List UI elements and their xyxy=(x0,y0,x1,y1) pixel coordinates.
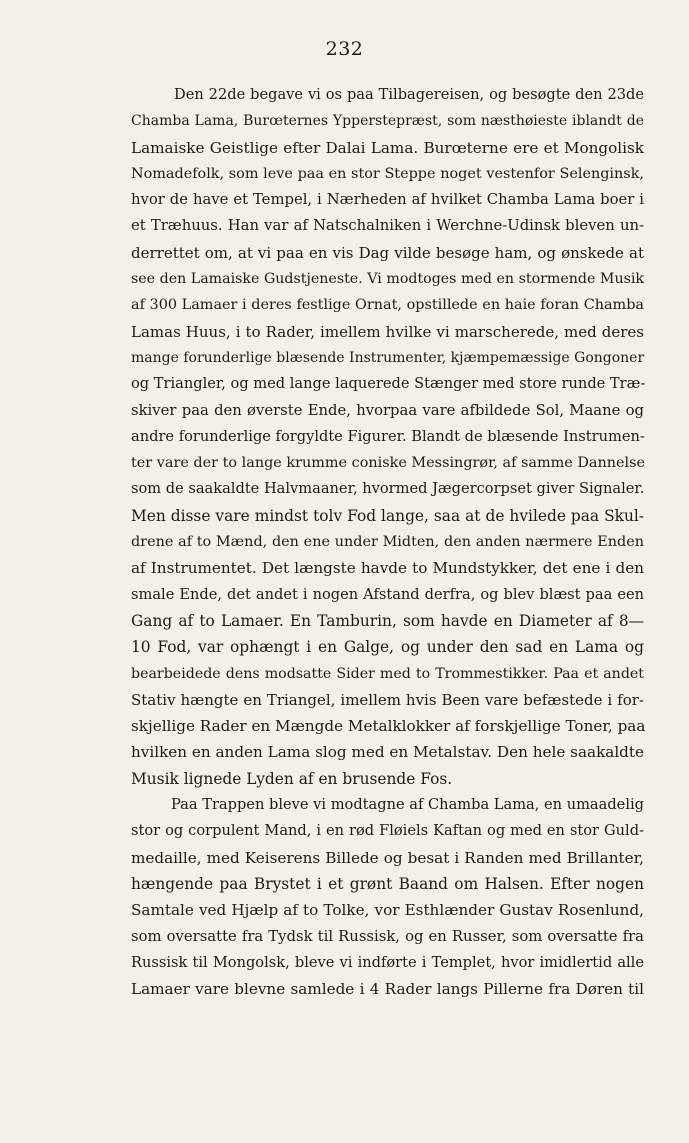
text-line: 10 Fod, var ophængt i en Galge, og under den sad en Lama og xyxy=(131,638,644,657)
text-line: Lamaiske Geistlige efter Dalai Lama. Burœterne ere et Mongolisk xyxy=(131,138,644,157)
text-line: Nomadefolk, som leve paa en stor Steppe noget vestenfor Selenginsk, xyxy=(131,165,644,182)
text-line: hvor de have et Tempel, i Nærheden af hvilket Chamba Lama boer i xyxy=(131,191,644,209)
text-line: af Instrumentet. Det længste havde to Mundstykker, det ene i den xyxy=(131,559,644,578)
text-line: ter vare der to lange krumme coniske Messingrør, af samme Dannelse xyxy=(131,455,646,472)
text-line: Lamas Huus, i to Rader, imellem hvilke vi marscherede, med deres xyxy=(131,322,644,341)
text-line: Samtale ved Hjælp af to Tolke, vor Esthlænder Gustav Rosenlund, xyxy=(131,901,644,920)
text-line: Chamba Lama, Burœternes Ypperstepræst, som næsthøieste iblandt de xyxy=(131,113,644,130)
text-line: andre forunderlige forgyldte Figurer. Blandt de blæsende Instrumen- xyxy=(131,427,645,445)
text-line: af 300 Lamaer i deres festlige Ornat, opstillede en haie foran Chamba xyxy=(131,297,644,314)
text-line: bearbeidede dens modsatte Sider med to Trommestikker. Paa et andet xyxy=(131,665,644,682)
text-line: skiver paa den øverste Ende, hvorpaa vare afbildede Sol, Maane og xyxy=(131,401,644,419)
text-line: som de saakaldte Halvmaaner, hvormed Jægercorpset giver Signaler. xyxy=(131,480,645,498)
text-line: Musik lignede Lyden af en brusende Fos. xyxy=(131,769,453,788)
text-line: skjellige Rader en Mængde Metalklokker af forskjellige Toner, paa xyxy=(131,717,646,736)
text-line: hængende paa Brystet i et grønt Baand om Halsen. Efter nogen xyxy=(131,874,644,893)
text-line: hvilken en anden Lama slog med en Metalstav. Den hele saakaldte xyxy=(131,743,644,762)
text-line: stor og corpulent Mand, i en rød Fløiels Kaftan og med en stor Guld- xyxy=(131,822,644,840)
text-line: Russisk til Mongolsk, bleve vi indførte i Templet, hvor imidlertid alle xyxy=(131,953,644,971)
text-line: og Triangler, og med lange laquerede Stænger med store runde Træ- xyxy=(131,375,646,393)
text-line: et Træhuus. Han var af Natschalniken i Werchne-Udinsk bleven un- xyxy=(131,217,644,235)
text-line: mange forunderlige blæsende Instrumenter, kjæmpemæssige Gongoner xyxy=(131,349,645,366)
text-line: Men disse vare mindst tolv Fod lange, saa at de hvilede paa Skul- xyxy=(131,506,644,525)
page-number: 232 xyxy=(325,38,364,60)
paragraph-1 xyxy=(131,82,644,792)
paragraph-2 xyxy=(131,792,644,1002)
text-line: Gang af to Lamaer. En Tamburin, som havde en Diameter af 8— xyxy=(131,611,644,630)
text-line: see den Lamaiske Gudstjeneste. Vi modtoges med en stormende Musik xyxy=(131,271,644,288)
text-line: Lamaer vare blevne samlede i 4 Rader langs Pillerne fra Døren til xyxy=(131,980,644,999)
text-line: som oversatte fra Tydsk til Russisk, og en Russer, som oversatte fra xyxy=(131,927,644,945)
text-line: drene af to Mænd, den ene under Midten, den anden nærmere Enden xyxy=(131,534,644,551)
text-line: Paa Trappen bleve vi modtagne af Chamba Lama, en umaadelig xyxy=(171,796,644,814)
body-text xyxy=(131,82,644,1002)
text-line: Den 22de begave vi os paa Tilbagereisen, og besøgte den 23de xyxy=(174,86,644,103)
text-line: Stativ hængte en Triangel, imellem hvis Been vare befæstede i for- xyxy=(131,690,644,709)
text-line: smale Ende, det andet i nogen Afstand derfra, og blev blæst paa een xyxy=(131,585,644,603)
text-line: medaille, med Keiserens Billede og besat i Randen med Brillanter, xyxy=(131,848,644,867)
text-line: derrettet om, at vi paa en vis Dag vilde besøge ham, og ønskede at xyxy=(131,243,644,262)
